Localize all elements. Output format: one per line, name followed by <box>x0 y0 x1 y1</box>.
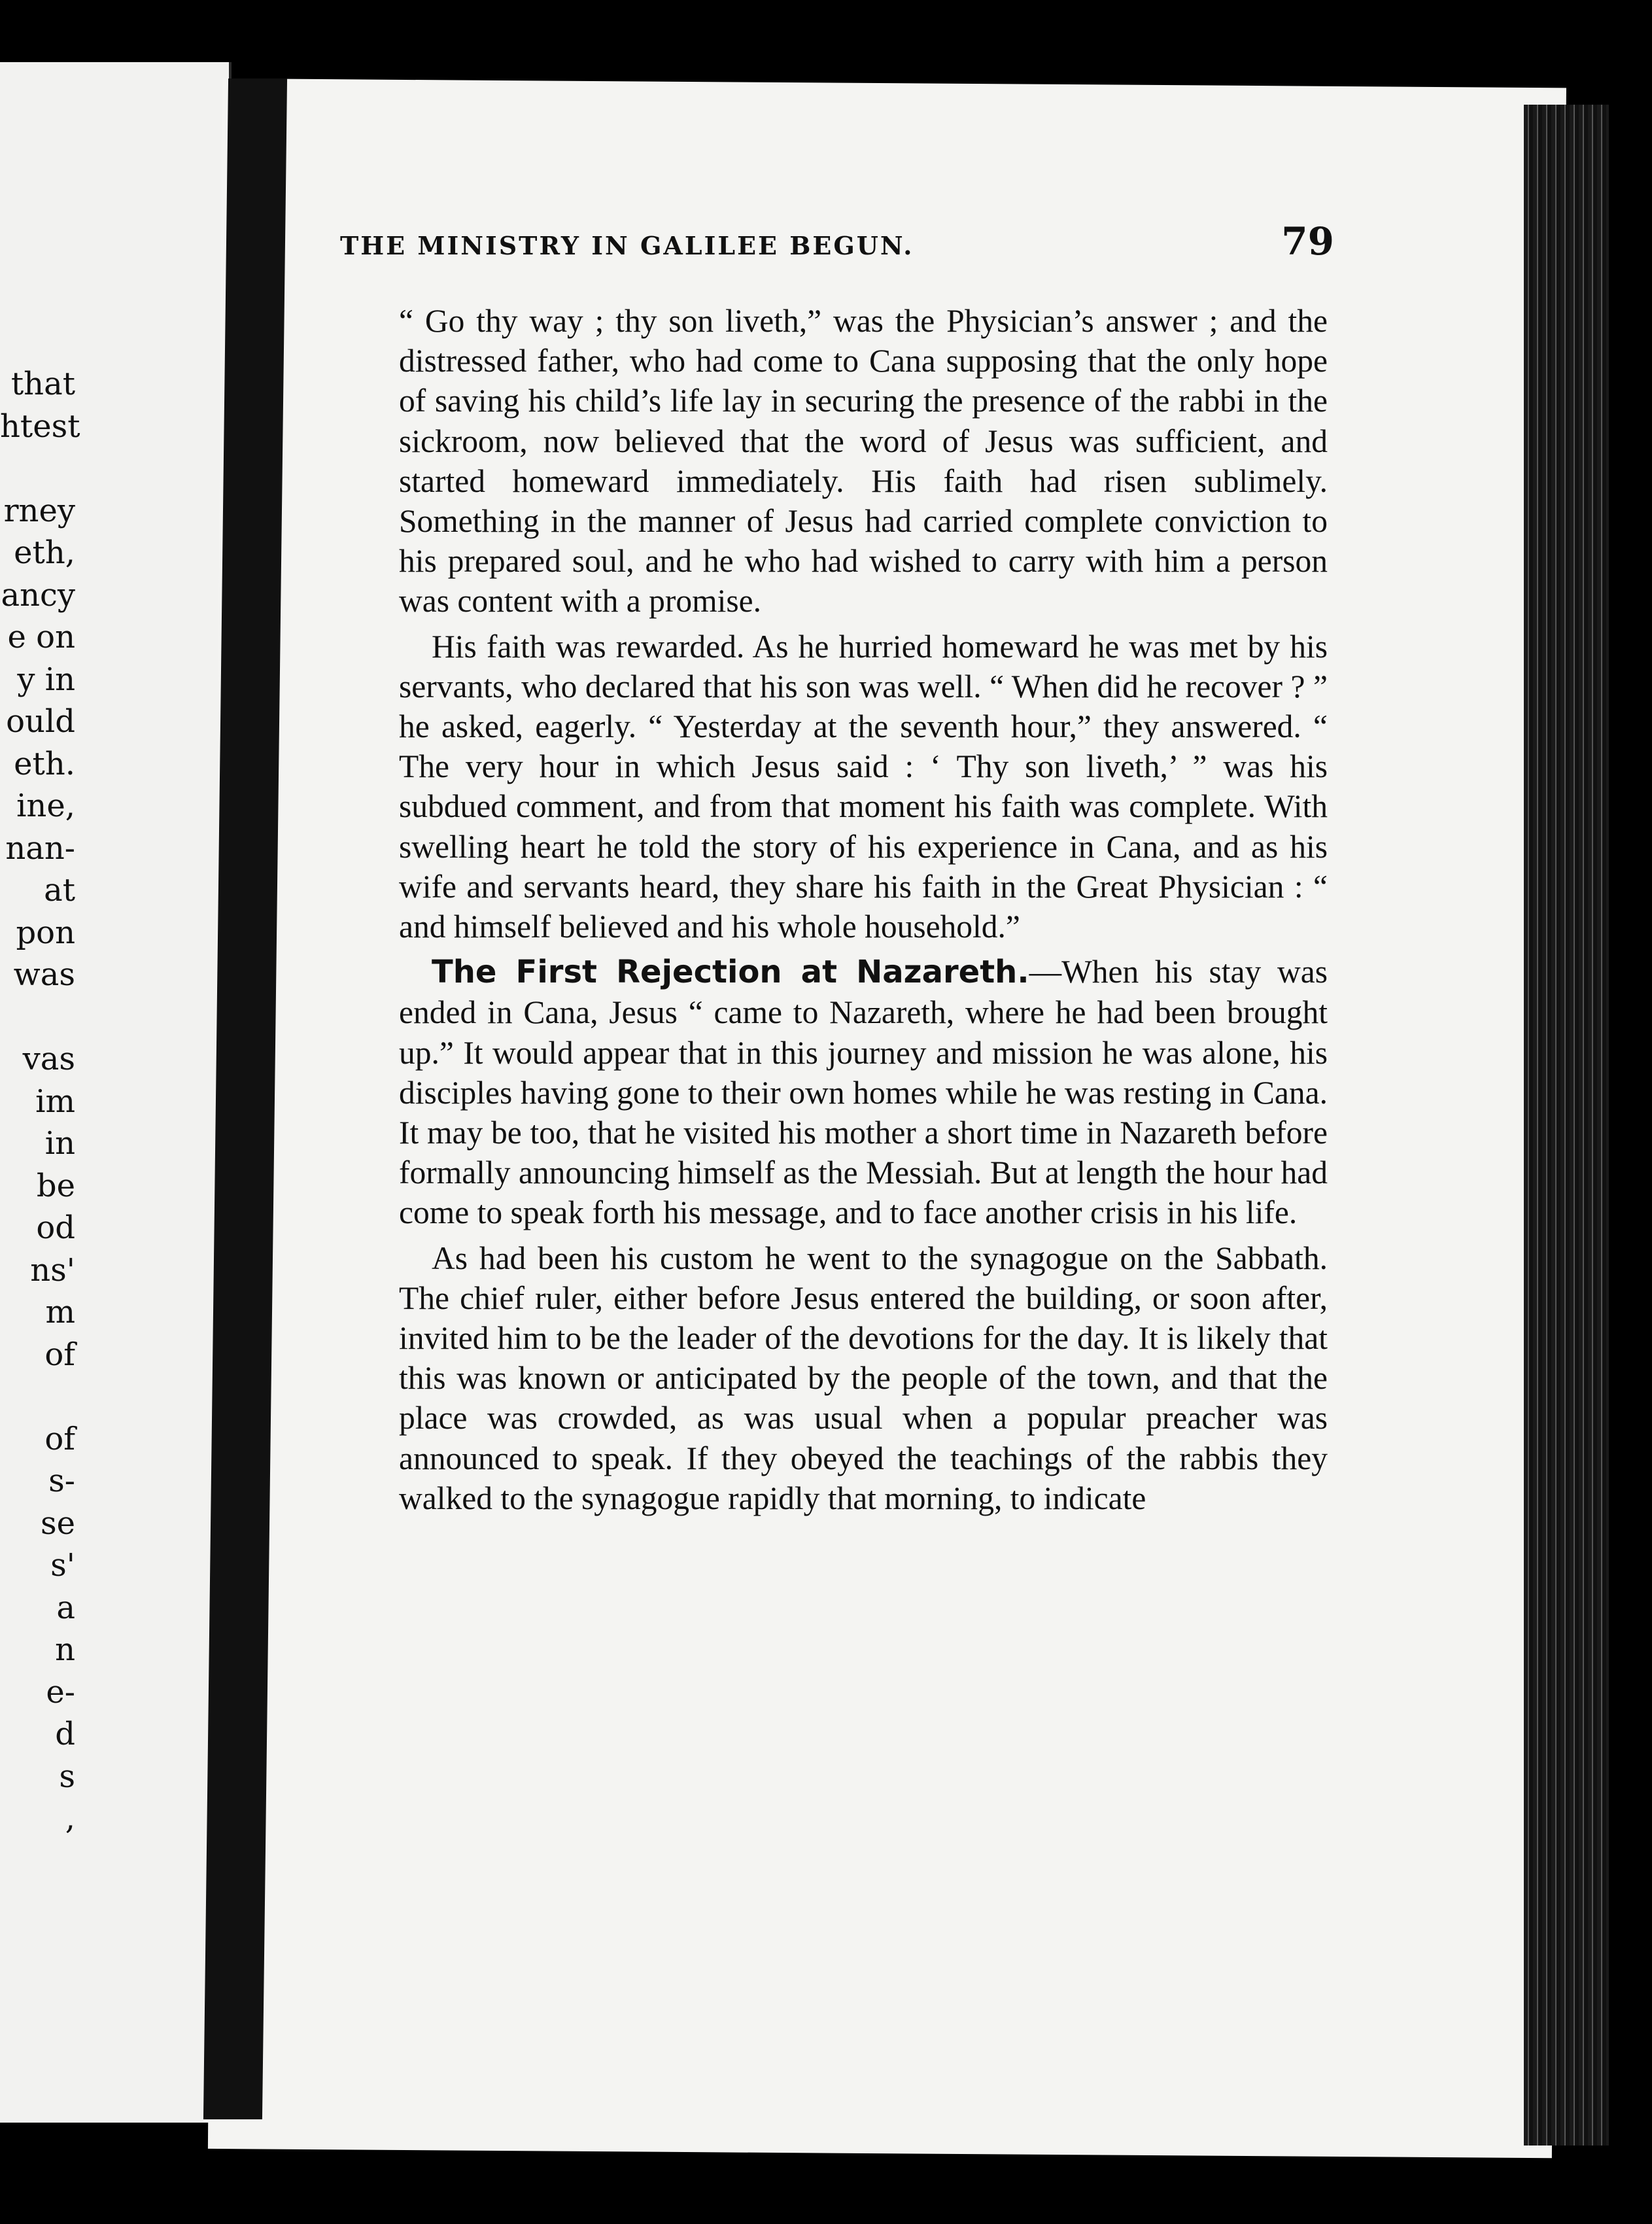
paragraph-2: His faith was rewarded. As he hurried homeward he was met by his servants, who declared that his son was well. “ When did he recover ? ” he asked, eagerly. “ Yesterday at the seventh hour,” they answered. “ The very hour in which Jesus said : ‘ Thy son liveth,’ ” was his subdued comment, and from that moment his faith was complete. With swelling heart he told the story of his experience in Cana, and as his wife and servants heard, they share his faith in the Great Physician : “ and himself believed and his whole household.” <box>399 628 1328 945</box>
paragraph-1: “ Go thy way ; thy son liveth,” was the Physician’s answer ; and the distressed father, who had come to Cana supposing that the only hope of saving his child’s life lay in securing the presence of the rabbi in the sickroom, now believed that the word of Jesus was sufficient, and started homeward immediately. His faith had risen sublimely. Something in the manner of Jesus had carried complete conviction to his prepared soul, and he who had wished to carry with him a person was content with a promise. <box>399 303 1328 619</box>
running-head <box>340 219 1334 264</box>
running-head-title: THE MINISTRY IN GALILEE BEGUN. <box>340 231 914 260</box>
left-page-text-fragments: that htest rney eth, ancy e on y in ould eth. ine, nan- at pon was vas im in be od ns' m of of s- se s' a n e- d s , <box>0 366 80 1837</box>
page-edges <box>1524 105 1609 2146</box>
paragraph-3-text: —When his stay was ended in Cana, Jesus “ came to Nazareth, where he had been brought up.” It would appear that in this journey and mission he was alone, his disciples having gone to their own homes while he was resting in Cana. It may be too, that he visited his mother a short time in Nazareth before formally announcing himself as the Messiah. But at length the hour had come to speak forth his message, and to face another crisis in his life. <box>399 954 1328 1231</box>
body-text <box>399 301 1328 1523</box>
paragraph-4: As had been his custom he went to the synagogue on the Sabbath. The chief ruler, either before Jesus entered the building, or soon after, invited him to be the leader of the devotions for the day. It is likely that this was known or anticipated by the people of the town, and that the place was crowded, as was usual when a popular preacher was announced to speak. If they obeyed the teachings of the rabbis they walked to the synagogue rapidly that morning, to indicate <box>399 1240 1328 1516</box>
left-facing-page <box>0 62 232 2123</box>
paragraph-3 <box>399 952 1328 1232</box>
section-heading: The First Rejection at Nazareth. <box>432 954 1029 991</box>
page-number: 79 <box>1281 219 1334 264</box>
